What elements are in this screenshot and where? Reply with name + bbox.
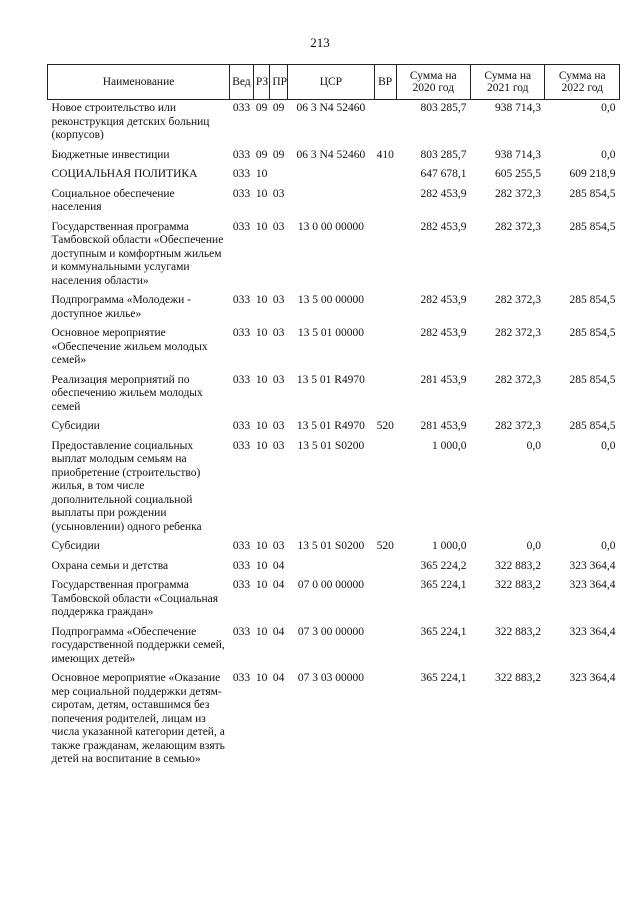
cell-s2020: 365 224,1 — [420, 625, 467, 638]
cell-csr: 13 5 01 S0200 — [297, 540, 365, 552]
cell-rz: 10 — [255, 420, 268, 432]
cell-s2021: 282 372,3 — [494, 420, 541, 432]
cell-pr: 03 — [272, 540, 285, 552]
cell-ved: 033 — [232, 102, 251, 114]
cell-rz: 10 — [255, 294, 268, 306]
cell-s2021: 282 372,3 — [494, 327, 541, 339]
header-sum-2021: Сумма на 2021 год — [471, 65, 545, 100]
cell-pr: 03 — [272, 439, 285, 452]
cell-ved: 033 — [232, 220, 251, 233]
cell-vr — [374, 100, 396, 147]
cell-s2022: 285 854,5 — [569, 327, 616, 339]
cell-ved: 033 — [232, 168, 251, 180]
cell-rz: 10 — [255, 373, 268, 386]
cell-s2021: 282 372,3 — [494, 373, 541, 386]
cell-s2022: 0,0 — [601, 540, 616, 552]
header-name: Наименование — [48, 65, 230, 100]
cell-ved: 033 — [232, 420, 251, 432]
cell-s2021: 282 372,3 — [494, 294, 541, 306]
cell-rz: 10 — [255, 439, 268, 452]
cell-name: Подпрограмма «Молодежи - доступное жилье» — [51, 294, 191, 320]
cell-name: СОЦИАЛЬНАЯ ПОЛИТИКА — [51, 168, 198, 180]
table-row — [48, 186, 620, 219]
cell-name: Основное мероприятие «Оказание мер социальной поддержки детям-сиротам, детям, оставшимся без попечения родителей, лицам из числа указанной категории детей, а также гражданам, желающим взять детей на воспитание в семью» — [51, 672, 225, 765]
cell-s2022: 285 854,5 — [569, 187, 616, 200]
cell-rz: 10 — [255, 625, 268, 638]
cell-s2020: 282 453,9 — [420, 294, 467, 306]
cell-ved: 033 — [232, 579, 251, 591]
cell-s2020: 281 453,9 — [420, 420, 467, 432]
cell-rz: 09 — [255, 148, 268, 161]
cell-s2022: 0,0 — [601, 439, 616, 452]
cell-csr: 06 3 N4 52460 — [296, 102, 366, 114]
table-row — [48, 577, 620, 624]
table-row — [48, 325, 620, 372]
header-ved: Вед — [230, 65, 254, 100]
cell-csr: 07 3 03 00000 — [297, 672, 364, 684]
header-vr: ВР — [374, 65, 396, 100]
cell-vr — [374, 624, 396, 671]
cell-name: Новое строительство или реконструкция детских больниц (корпусов) — [51, 102, 210, 141]
cell-s2021: 282 372,3 — [494, 220, 541, 233]
cell-pr: 03 — [272, 327, 285, 339]
cell-s2022: 323 364,4 — [569, 559, 616, 572]
cell-csr — [287, 166, 374, 186]
cell-s2021: 322 883,2 — [494, 559, 541, 572]
header-sum-2020: Сумма на 2020 год — [396, 65, 470, 100]
cell-vr — [374, 292, 396, 325]
table-row — [48, 219, 620, 293]
cell-csr: 13 5 01 R4970 — [296, 420, 365, 432]
cell-name: Государственная программа Тамбовской области «Обеспечение доступным и комфортным жильем и коммунальными услугами населения области» — [51, 220, 224, 287]
cell-s2020: 365 224,1 — [420, 579, 467, 591]
header-pr: ПР — [270, 65, 288, 100]
cell-s2020: 365 224,2 — [420, 559, 467, 572]
cell-rz: 09 — [255, 102, 268, 114]
cell-vr — [374, 166, 396, 186]
cell-s2022: 285 854,5 — [569, 373, 616, 386]
cell-ved: 033 — [232, 439, 251, 452]
cell-ved: 033 — [232, 187, 251, 200]
cell-s2020: 365 224,1 — [420, 672, 467, 684]
cell-pr: 09 — [272, 102, 285, 114]
cell-s2022: 285 854,5 — [569, 294, 616, 306]
cell-csr: 07 3 00 00000 — [297, 625, 364, 638]
table-row — [48, 670, 620, 771]
cell-ved: 033 — [232, 672, 251, 684]
cell-pr: 03 — [272, 420, 285, 432]
cell-csr: 13 5 01 S0200 — [297, 439, 365, 452]
cell-ved: 033 — [232, 294, 251, 306]
table-row — [48, 166, 620, 186]
cell-pr: 03 — [272, 294, 285, 306]
cell-s2022: 285 854,5 — [569, 420, 616, 432]
cell-vr — [374, 577, 396, 624]
cell-s2022: 285 854,5 — [569, 220, 616, 233]
cell-s2021: 322 883,2 — [494, 579, 541, 591]
budget-table — [47, 64, 620, 771]
cell-name: Подпрограмма «Обеспечение государственной поддержки семей, имеющих детей» — [51, 625, 225, 665]
cell-csr — [287, 558, 374, 578]
cell-pr — [270, 166, 288, 186]
cell-s2021: 605 255,5 — [494, 168, 541, 180]
cell-name: Государственная программа Тамбовской области «Социальная поддержка граждан» — [51, 579, 219, 618]
cell-s2022: 609 218,9 — [569, 168, 616, 180]
cell-s2020: 1 000,0 — [432, 540, 467, 552]
cell-s2022: 323 364,4 — [569, 625, 616, 638]
cell-vr — [374, 558, 396, 578]
cell-name: Основное мероприятие «Обеспечение жильем молодых семей» — [51, 327, 208, 366]
cell-name: Бюджетные инвестиции — [51, 148, 170, 161]
cell-pr: 04 — [272, 559, 285, 572]
cell-vr — [374, 186, 396, 219]
cell-csr: 07 0 00 00000 — [297, 579, 364, 591]
cell-s2021: 322 883,2 — [494, 672, 541, 684]
cell-s2020: 1 000,0 — [432, 439, 467, 452]
cell-vr — [374, 219, 396, 293]
cell-rz: 10 — [255, 168, 268, 180]
header-rz: РЗ — [253, 65, 270, 100]
cell-vr — [374, 438, 396, 539]
cell-name: Социальное обеспечение населения — [51, 187, 175, 213]
cell-s2020: 281 453,9 — [420, 373, 467, 386]
cell-name: Предоставление социальных выплат молодым семьям на приобретение (строительство) жилья, в том числе дополнительной социальной выплаты при рождении (усыновлении) одного ребенка — [51, 439, 202, 533]
cell-s2020: 282 453,9 — [420, 327, 467, 339]
cell-pr: 03 — [272, 373, 285, 386]
cell-s2021: 0,0 — [526, 540, 541, 552]
cell-pr: 04 — [272, 579, 285, 591]
cell-csr: 13 5 01 00000 — [297, 327, 364, 339]
cell-name: Охрана семьи и детства — [51, 559, 169, 572]
cell-s2020: 803 285,7 — [420, 148, 467, 161]
cell-vr — [374, 372, 396, 419]
cell-s2022: 0,0 — [601, 102, 616, 114]
cell-pr: 04 — [272, 672, 285, 684]
cell-s2021: 938 714,3 — [494, 102, 541, 114]
cell-ved: 033 — [232, 327, 251, 339]
cell-vr: 520 — [376, 540, 394, 552]
cell-s2021: 322 883,2 — [494, 625, 541, 638]
cell-s2021: 0,0 — [526, 439, 541, 452]
cell-rz: 10 — [255, 327, 268, 339]
table-row — [48, 418, 620, 438]
cell-vr — [374, 325, 396, 372]
cell-pr: 03 — [272, 187, 285, 200]
cell-pr: 03 — [272, 220, 285, 233]
cell-name: Реализация мероприятий по обеспечению жильем молодых семей — [51, 373, 203, 413]
cell-ved: 033 — [232, 540, 251, 552]
cell-s2022: 323 364,4 — [569, 672, 616, 684]
table-body — [48, 100, 620, 771]
cell-pr: 04 — [272, 625, 285, 638]
cell-rz: 10 — [255, 559, 268, 572]
cell-s2021: 938 714,3 — [494, 148, 541, 161]
cell-s2022: 323 364,4 — [569, 579, 616, 591]
table-row — [48, 624, 620, 671]
cell-vr: 520 — [376, 420, 394, 432]
cell-csr: 13 5 01 R4970 — [296, 373, 365, 386]
cell-csr: 06 3 N4 52460 — [296, 148, 366, 161]
cell-s2020: 282 453,9 — [420, 220, 467, 233]
table-row — [48, 538, 620, 558]
table-row — [48, 372, 620, 419]
table-row — [48, 292, 620, 325]
table-row — [48, 147, 620, 167]
cell-ved: 033 — [232, 373, 251, 386]
cell-rz: 10 — [255, 672, 268, 684]
cell-rz: 10 — [255, 540, 268, 552]
cell-rz: 10 — [255, 220, 268, 233]
cell-ved: 033 — [232, 625, 251, 638]
cell-csr — [287, 186, 374, 219]
cell-csr: 13 5 00 00000 — [297, 294, 364, 306]
cell-s2020: 803 285,7 — [420, 102, 467, 114]
cell-rz: 10 — [255, 187, 268, 200]
cell-name: Субсидии — [51, 540, 100, 552]
cell-csr: 13 0 00 00000 — [297, 220, 364, 233]
cell-s2022: 0,0 — [601, 148, 616, 161]
cell-ved: 033 — [232, 148, 251, 161]
table-row — [48, 558, 620, 578]
table-header-row — [48, 65, 620, 100]
cell-pr: 09 — [272, 148, 285, 161]
cell-s2021: 282 372,3 — [494, 187, 541, 200]
table-row — [48, 100, 620, 147]
header-csr: ЦСР — [287, 65, 374, 100]
cell-vr: 410 — [376, 148, 394, 161]
cell-vr — [374, 670, 396, 771]
cell-rz: 10 — [255, 579, 268, 591]
cell-s2020: 647 678,1 — [420, 168, 467, 180]
page-number: 213 — [310, 35, 330, 50]
table-row — [48, 438, 620, 539]
cell-s2020: 282 453,9 — [420, 187, 467, 200]
cell-name: Субсидии — [51, 420, 100, 432]
cell-ved: 033 — [232, 559, 251, 572]
header-sum-2022: Сумма на 2022 год — [545, 65, 620, 100]
